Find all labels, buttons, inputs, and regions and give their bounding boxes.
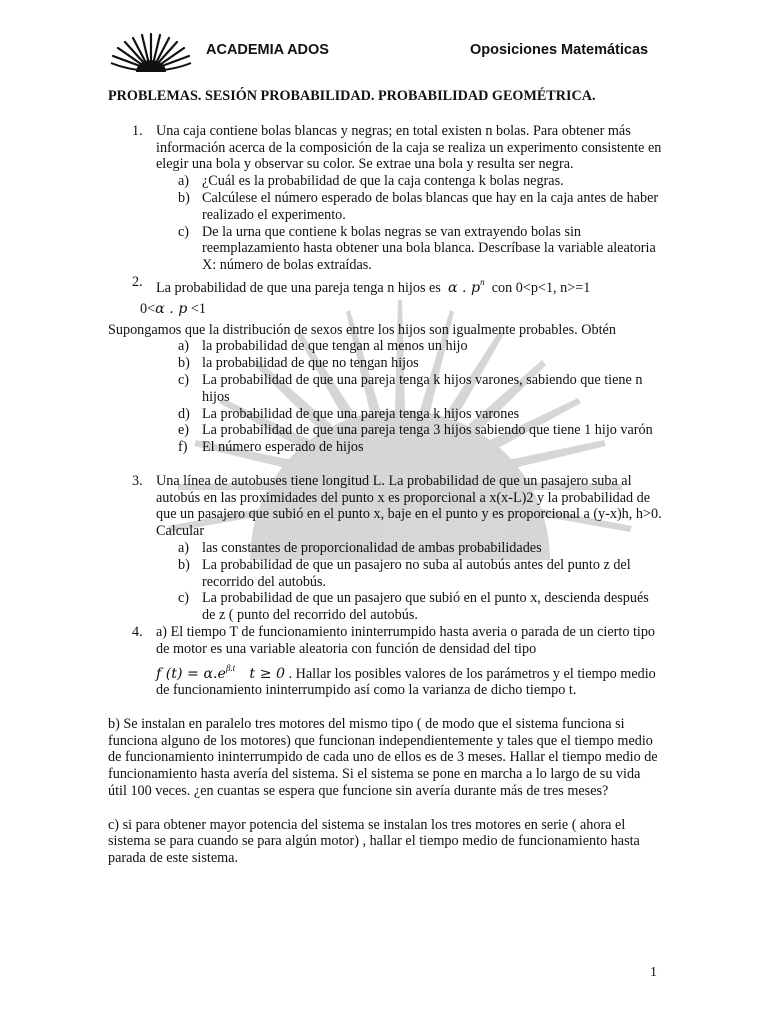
- page-title: PROBLEMAS. SESIÓN PROBABILIDAD. PROBABILIDAD GEOMÉTRICA.: [108, 88, 596, 104]
- condition: [132, 301, 662, 318]
- subitem-label: d): [178, 405, 190, 422]
- problem-2: [132, 274, 662, 297]
- subitem-label: a): [178, 539, 190, 556]
- header-subject: Oposiciones Matemáticas: [470, 42, 649, 58]
- subitem-text: Calcúlese el número esperado de bolas blancas que hay en la caja antes de haber realizado el experimento.: [202, 189, 659, 223]
- problem-text-cont: con 0<p<1, n>=1: [491, 279, 591, 296]
- subitem-text: La probabilidad de que un pasajero no suba al autobús antes del punto z del recorrido del autobús.: [202, 556, 631, 590]
- density-formula: f (t) = α.e: [156, 665, 226, 682]
- subitem-text: La probabilidad de que una pareja tenga k hijos varones, sabiendo que tiene n hijos: [202, 371, 643, 405]
- subitem: [132, 590, 662, 624]
- subitem: [132, 190, 662, 224]
- page-number: 1: [650, 965, 657, 980]
- problem-4-formula-line: [132, 660, 662, 700]
- subitem: [132, 173, 662, 190]
- subitem-text: la probabilidad de que no tengan hijos: [202, 355, 419, 372]
- academy-sun-logo: [108, 30, 194, 74]
- subitem: [132, 372, 662, 406]
- condition-formula: α . p: [155, 300, 188, 317]
- subitem: [132, 406, 662, 423]
- subitem: [132, 422, 662, 439]
- subitem-text: La probabilidad de que una pareja tenga 3 hijos sabiendo que tiene 1 hijo varón: [202, 422, 653, 439]
- subitem: [132, 439, 662, 456]
- exponent: β.t: [225, 662, 236, 673]
- problem-4-part-b: b) Se instalan en paralelo tres motores del mismo tipo ( de modo que el sistema funciona si funciona alguno de los motores) que funcionan independientemente y tales que el tiempo medio de funcionamiento ininterrumpido de cada uno de ellos es de 3 meses. Hallar el tiempo medio de funcionamiento hasta avería del sistema. Si el sistema se pone en marcha a lo largo de su vida útil 100 veces. ¿en cuantas se espera que funcione sin avería durante más de tres meses?: [108, 715, 658, 800]
- problem-text: Una línea de autobuses tiene longitud L. La probabilidad de que un pasajero suba al autobús en las proximidades del punto x es proporcional a x(x-L)2 y la probabilidad de que un pasajero que subió en el punto x, baje en el punto y es proporcional a (y-x)h, h>0. Calcular: [156, 472, 662, 540]
- problem-text: a) El tiempo T de funcionamiento ininterrumpido hasta averia o parada de un cierto tipo de motor es una variable aleatoria con función de densidad del tipo: [156, 623, 656, 657]
- subitem-text: ¿Cuál es la probabilidad de que la caja contenga k bolas negras.: [202, 173, 564, 190]
- subitem-label: c): [178, 371, 190, 388]
- problem-number: 1.: [132, 122, 143, 139]
- problem-3: [132, 473, 662, 540]
- subitem: [132, 338, 662, 355]
- subitem-label: b): [178, 556, 190, 573]
- condition-post: <1: [190, 300, 206, 317]
- subitem-label: f): [178, 439, 188, 456]
- subitem-label: e): [178, 422, 190, 439]
- subitem-text: La probabilidad de que una pareja tenga k hijos varones: [202, 405, 520, 422]
- subitem-text: El número esperado de hijos: [202, 439, 364, 456]
- exponent: n: [480, 276, 485, 287]
- domain-condition: t ≥ 0: [249, 665, 285, 682]
- subitem-text: la probabilidad de que tengan al menos un hijo: [202, 338, 468, 355]
- problem-sheet: [108, 88, 662, 867]
- problem-text-cont: . Hallar los posibles valores de los parámetros y el tiempo medio de funcionamiento ininterrumpido así como la varianza de dicho tiempo t.: [156, 665, 656, 699]
- subitem: [132, 540, 662, 557]
- problem-number: 4.: [132, 623, 143, 640]
- problem-number: 3.: [132, 472, 143, 489]
- problem-4-part-c: c) si para obtener mayor potencia del sistema se instalan los tres motores en serie ( ahora el sistema se para cuando se para algún motor) , hallar el tiempo medio de funcionamiento hasta parada de este sistema.: [108, 816, 640, 867]
- problem-number: 2.: [132, 273, 143, 290]
- problem-text: La probabilidad de que una pareja tenga n hijos es: [156, 279, 441, 296]
- problem-2-intro: Supongamos que la distribución de sexos entre los hijos son igualmente probables. Obtén: [108, 321, 616, 338]
- subitem-text: las constantes de proporcionalidad de ambas probabilidades: [202, 539, 542, 556]
- formula: α . p: [447, 279, 481, 296]
- header-academy-name: ACADEMIA ADOS: [206, 42, 329, 58]
- problem-text: Una caja contiene bolas blancas y negras; en total existen n bolas. Para obtener más información acerca de la composición de la caja se realiza un experimento consistente en elegir una bola y observar su color. Se extrae una bola y resulta ser negra.: [156, 122, 662, 173]
- subitem-text: La probabilidad de que un pasajero que subió en el punto x, descienda después de z ( punto del recorrido del autobús.: [202, 590, 649, 624]
- subitem-label: a): [178, 338, 190, 355]
- subitem-label: b): [178, 189, 190, 206]
- subitem-label: c): [178, 590, 190, 607]
- subitem: [132, 224, 662, 274]
- subitem-label: a): [178, 173, 190, 190]
- problem-4: [132, 624, 662, 658]
- problem-1: [132, 123, 662, 173]
- condition-pre: 0<: [140, 300, 156, 317]
- subitem-text: De la urna que contiene k bolas negras se van extrayendo bolas sin reemplazamiento hasta obtener una bola blanca. Descríbase la variable aleatoria X: número de bolas extraídas.: [202, 223, 656, 274]
- subitem-label: b): [178, 355, 190, 372]
- subitem: [132, 557, 662, 591]
- subitem: [132, 355, 662, 372]
- subitem-label: c): [178, 223, 190, 240]
